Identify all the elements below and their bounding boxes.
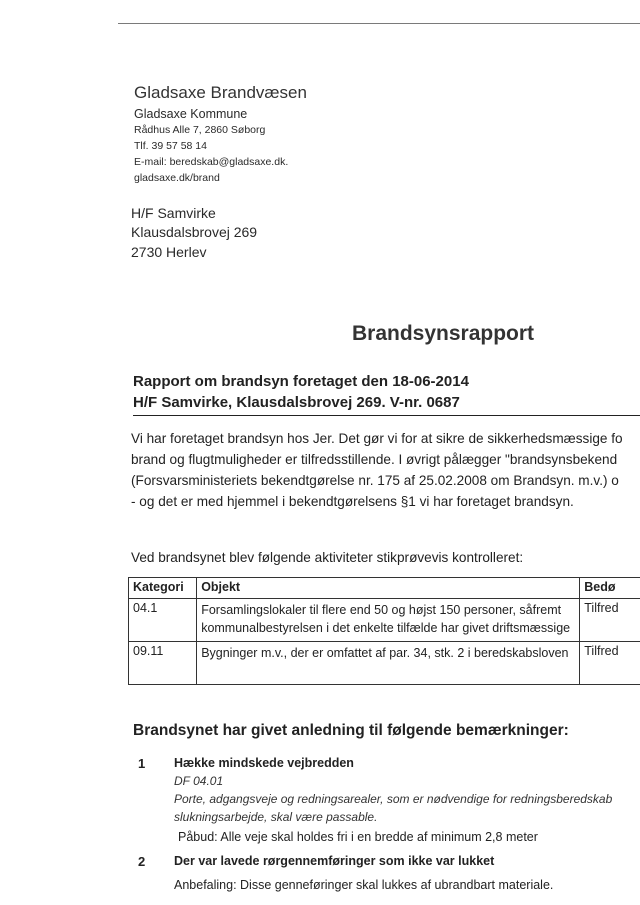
intro-line-2: brand og flugtmuligheder er tilfredsstillende. I øvrigt pålægger "brandsynsbekend <box>131 452 618 467</box>
sender-org: Gladsaxe Kommune <box>134 107 248 121</box>
remark-title: Der var lavede rørgennemføringer som ikke var lukket <box>174 854 495 868</box>
remark-requirement: Anbefaling: Disse genneføringer skal lukkes af ubrandbart materiale. <box>174 878 554 892</box>
activities-intro: Ved brandsynet blev følgende aktiviteter stikprøvevis kontrolleret: <box>131 550 524 565</box>
remark-text-2: slukningsarbejde, skal være passable. <box>174 810 378 824</box>
sender-web: gladsaxe.dk/brand <box>134 172 220 184</box>
header-bedoemmelse: Bedø <box>580 578 640 599</box>
remark-requirement: Påbud: Alle veje skal holdes fri i en bredde af minimum 2,8 meter <box>178 830 538 844</box>
recipient-name: H/F Samvirke <box>131 205 216 221</box>
subject-line-1: Rapport om brandsyn foretaget den 18-06-2014 <box>133 373 469 390</box>
sender-address: Rådhus Alle 7, 2860 Søborg <box>134 124 266 136</box>
row-kategori: 04.1 <box>129 599 197 642</box>
table-row <box>129 642 640 685</box>
sender-name: Gladsaxe Brandvæsen <box>134 83 307 102</box>
row-kategori: 09.11 <box>129 642 197 685</box>
intro-line-3: (Forsvarsministeriets bekendtgørelse nr. 175 af 25.02.2008 om Brandsyn. m.v.) o <box>131 473 619 488</box>
remark-number: 2 <box>138 854 146 869</box>
sender-email: E-mail: beredskab@gladsaxe.dk. <box>134 156 289 168</box>
activities-table <box>128 577 640 685</box>
row-bedoemmelse: Tilfred <box>580 599 640 642</box>
table-row <box>129 599 640 642</box>
top-rule <box>118 23 640 24</box>
remark-title: Hække mindskede vejbredden <box>174 756 354 770</box>
row-bedoemmelse: Tilfred <box>580 642 640 685</box>
intro-line-1: Vi har foretaget brandsyn hos Jer. Det gør vi for at sikre de sikkerhedsmæssige fo <box>131 431 623 446</box>
row-objekt: Forsamlingslokaler til flere end 50 og højst 150 personer, såfremt kommunalbestyrelsen i det enkelte tilfælde har givet driftsmæssige <box>197 599 580 642</box>
sender-phone: Tlf. 39 57 58 14 <box>134 140 207 152</box>
recipient-city: 2730 Herlev <box>131 244 207 260</box>
remark-number: 1 <box>138 756 146 771</box>
recipient-street: Klausdalsbrovej 269 <box>131 224 258 240</box>
remark-code: DF 04.01 <box>174 774 224 788</box>
subject-rule <box>133 415 640 416</box>
table-header-row <box>129 578 640 599</box>
row-objekt: Bygninger m.v., der er omfattet af par. 34, stk. 2 i beredskabsloven <box>197 642 580 685</box>
document-title: Brandsynsrapport <box>352 322 535 345</box>
intro-line-4: - og det er med hjemmel i bekendtgørelsens §1 vi har foretaget brandsyn. <box>131 494 574 509</box>
remark-text-1: Porte, adgangsveje og redningsarealer, som er nødvendige for redningsberedskab <box>174 792 613 806</box>
header-kategori: Kategori <box>129 578 197 599</box>
subject-line-2: H/F Samvirke, Klausdalsbrovej 269. V-nr. 0687 <box>133 394 460 411</box>
remarks-heading: Brandsynet har givet anledning til følgende bemærkninger: <box>133 722 569 739</box>
header-objekt: Objekt <box>197 578 580 599</box>
